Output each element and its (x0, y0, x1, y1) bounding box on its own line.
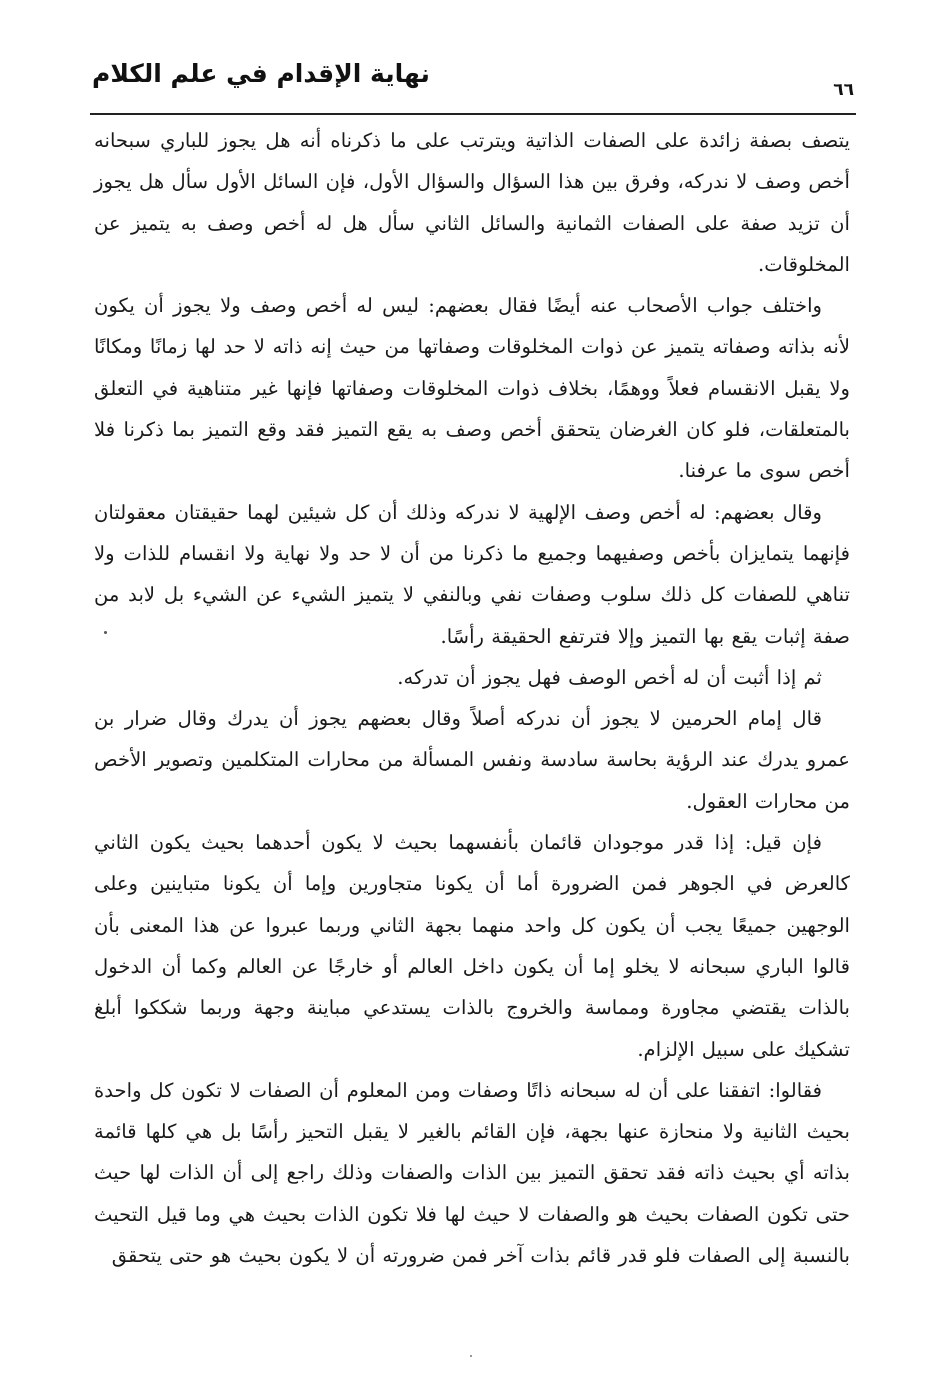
page-number: ٦٦ (833, 80, 854, 100)
paragraph-5: قال إمام الحرمين لا يجوز أن ندركه أصلاً وقال بعضهم يجوز أن يدرك وقال ضرار بن عمرو يدرك عند الرؤية بحاسة سادسة ونفس المسألة من محارات المتكلمين وتصوير الأخص من محارات العقول. (94, 707, 850, 813)
paragraph-6: فإن قيل: إذا قدر موجودان قائمان بأنفسهما بحيث لا يكون أحدهما بحيث يكون الثاني كالعرض في الجوهر فمن الضرورة أما أن يكونا متجاورين وإما أن يكونا متباينين وعلى الوجهين جميعًا يجب أن يكون كل واحد منهما بجهة الثاني وربما عبروا عن هذا المعنى بأن قالوا الباري سبحانه لا يخلو إما أن يكون داخل العالم أو خارجًا عن العالم وكما أن الدخول بالذات يقتضي مجاورة ومماسة والخروج بالذات يستدعي مباينة وجهة وربما شككوا أبلغ تشكيك على سبيل الإلزام. (94, 831, 850, 1061)
paragraph-1: يتصف بصفة زائدة على الصفات الذاتية ويترتب على ما ذكرناه أنه هل يجوز للباري سبحانه أخص وصف لا ندركه، وفرق بين هذا السؤال والسؤال الأول، فإن السائل الأول سأل هل يجوز أن تزيد صفة على الصفات الثمانية والسائل الثاني سأل هل له أخص وصف به يتميز عن المخلوقات. (94, 129, 850, 276)
scan-speck (470, 1355, 472, 1357)
margin-speck (104, 631, 107, 634)
paragraph-7: فقالوا: اتفقنا على أن له سبحانه ذاتًا وصفات ومن المعلوم أن الصفات لا تكون كل واحدة بحيث الثانية ولا منحازة عنها بجهة، فإن القائم بالغير لا يقبل التحيز رأسًا بل هي كلها قائمة بذاته أي بحيث ذاته فقد تحقق التميز بين الذات والصفات وذلك راجع إلى أن الذات لها حيث حتى تكون الصفات بحيث هو والصفات لا حيث لها فلا تكون الذات بحيث هي وما قيل التحيث بالنسبة إلى الصفات فلو قدر قائم بذات آخر فمن ضرورته أن لا يكون بحيث هو حتى يتحقق (94, 1078, 850, 1268)
paragraph-4: ثم إذا أثبت أن له أخص الوصف فهل يجوز أن تدركه. (397, 665, 822, 689)
paragraph-2: واختلف جواب الأصحاب عنه أيضًا فقال بعضهم: ليس له أخص وصف ولا يجوز أن يكون لأنه بذاته وصفاته يتميز عن ذوات المخلوقات وصفاتها من حيث إنه ذاته لا حد لها زمانًا ومكانًا ولا يقبل الانقسام فعلاً ووهمًا، بخلاف ذوات المخلوقات وصفاتها فإنها غير متناهية في التعلق بالمتعلقات، فلو كان الغرضان يتحقق أخص وصف به يقع التميز فقد وقع التميز بما ذكرنا فلا أخص سوى ما عرفنا. (94, 294, 850, 483)
header-rule (90, 113, 856, 115)
body-text (94, 120, 850, 1276)
book-title: نهاية الإقدام في علم الكلام (92, 59, 430, 88)
paragraph-3: وقال بعضهم: له أخص وصف الإلهية لا ندركه وذلك أن كل شيئين لهما حقيقتان معقولتان فإنهما يتمايزان بأخص وصفيهما وجميع ما ذكرنا من أن لا حد ولا نهاية ولا انقسام للذات ولا تناهي للصفات كل ذلك سلوب وصفات نفي وبالنفي لا يتميز الشيء عن الشيء بل لابد من صفة إثبات يقع بها التميز وإلا فترتفع الحقيقة رأسًا. (94, 500, 850, 648)
running-header (92, 58, 854, 100)
